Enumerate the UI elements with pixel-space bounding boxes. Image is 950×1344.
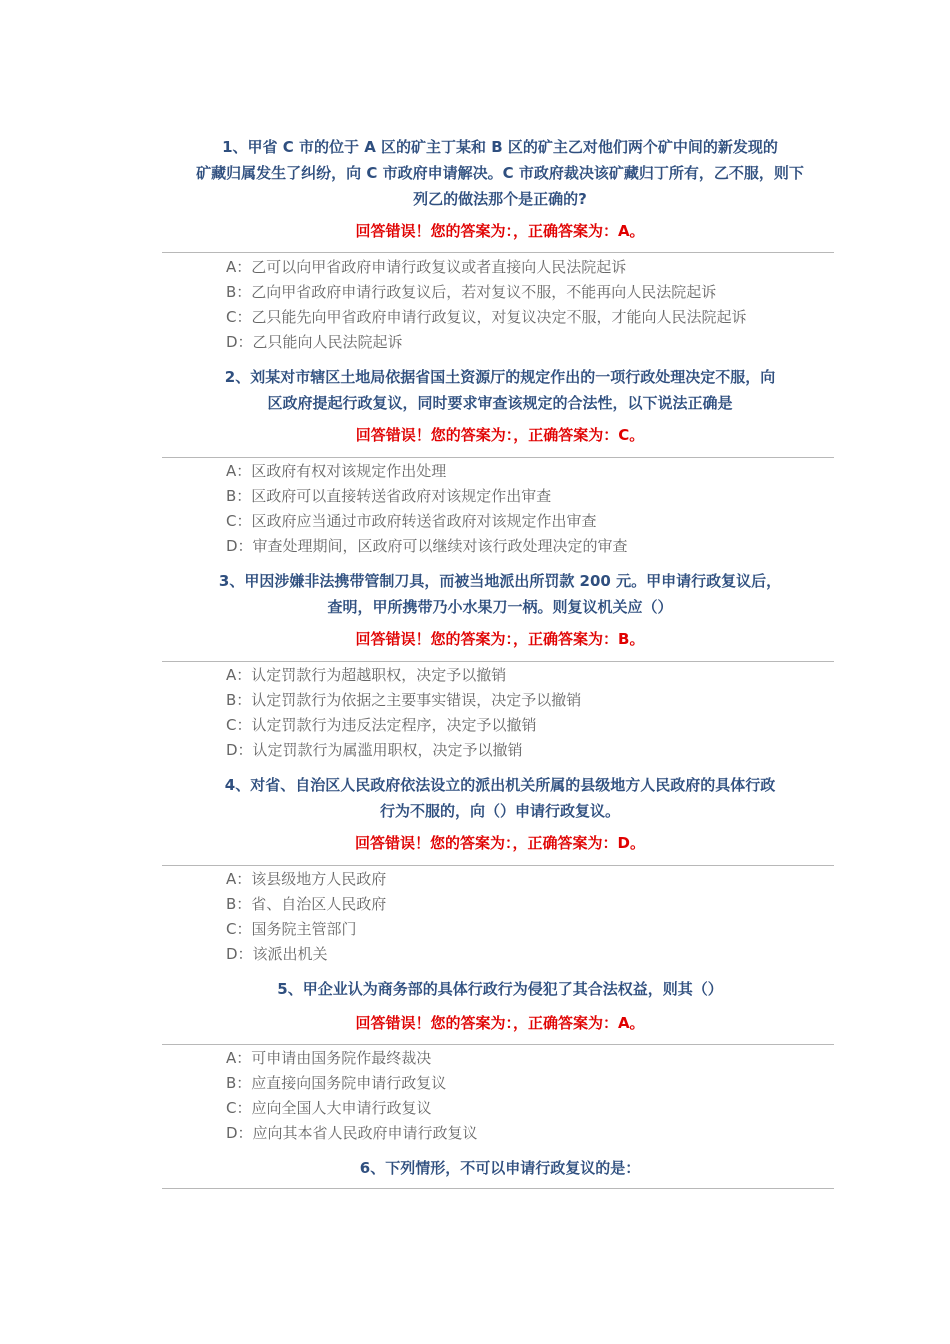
- question-3-result: 回答错误！您的答案为：，正确答案为：B。: [355, 630, 645, 648]
- question-4-option-c[interactable]: C：国务院主管部门: [226, 920, 357, 938]
- question-3-title-line-1: 3、甲因涉嫌非法携带管制刀具，而被当地派出所罚款 200 元。甲申请行政复议后，: [218, 572, 782, 590]
- question-1-result: 回答错误！您的答案为：，正确答案为：A。: [355, 222, 645, 240]
- divider: [162, 457, 834, 458]
- question-5-result: 回答错误！您的答案为：，正确答案为：A。: [355, 1014, 645, 1032]
- question-3-option-b[interactable]: B：认定罚款行为依据之主要事实错误，决定予以撤销: [226, 691, 582, 709]
- question-5-option-a[interactable]: A：可申请由国务院作最终裁决: [226, 1049, 432, 1067]
- question-5-option-c[interactable]: C：应向全国人大申请行政复议: [226, 1099, 432, 1117]
- question-5-option-b[interactable]: B：应直接向国务院申请行政复议: [226, 1074, 447, 1092]
- question-1-option-d[interactable]: D：乙只能向人民法院起诉: [226, 333, 403, 351]
- question-1-title-line-1: 1、甲省 C 市的位于 A 区的矿主丁某和 B 区的矿主乙对他们两个矿中间的新发现的: [222, 138, 778, 156]
- divider: [162, 865, 834, 866]
- divider: [162, 1188, 834, 1189]
- question-2-option-c[interactable]: C：区政府应当通过市政府转送省政府对该规定作出审查: [226, 512, 597, 530]
- question-5-option-d[interactable]: D：应向其本省人民政府申请行政复议: [226, 1124, 478, 1142]
- question-4-result: 回答错误！您的答案为：，正确答案为：D。: [355, 834, 645, 852]
- question-2-option-b[interactable]: B：区政府可以直接转送省政府对该规定作出审查: [226, 487, 552, 505]
- question-4-title-line-2: 行为不服的，向（）申请行政复议。: [379, 802, 620, 820]
- question-2-option-d[interactable]: D：审查处理期间，区政府可以继续对该行政处理决定的审查: [226, 537, 628, 555]
- question-1-option-c[interactable]: C：乙只能先向甲省政府申请行政复议，对复议决定不服，才能向人民法院起诉: [226, 308, 747, 326]
- divider: [162, 661, 834, 662]
- question-3-title-line-2: 查明，甲所携带乃小水果刀一柄。则复议机关应（）: [327, 598, 673, 616]
- question-5-title-line-1: 5、甲企业认为商务部的具体行政行为侵犯了其合法权益，则其（）: [277, 980, 723, 998]
- question-2-result: 回答错误！您的答案为：，正确答案为：C。: [355, 426, 645, 444]
- question-3-option-d[interactable]: D：认定罚款行为属滥用职权，决定予以撤销: [226, 741, 523, 759]
- question-4-option-a[interactable]: A：该县级地方人民政府: [226, 870, 387, 888]
- question-4-option-d[interactable]: D：该派出机关: [226, 945, 328, 963]
- divider: [162, 1044, 834, 1045]
- question-3-option-a[interactable]: A：认定罚款行为超越职权，决定予以撤销: [226, 666, 507, 684]
- question-4-option-b[interactable]: B：省、自治区人民政府: [226, 895, 387, 913]
- question-2-title-line-1: 2、刘某对市辖区土地局依据省国土资源厅的规定作出的一项行政处理决定不服，向: [224, 368, 776, 386]
- question-1-title-line-2: 矿藏归属发生了纠纷，向 C 市政府申请解决。C 市政府裁决该矿藏归丁所有，乙不服，则下: [196, 164, 804, 182]
- question-6-title-line-1: 6、下列情形，不可以申请行政复议的是：: [359, 1159, 641, 1177]
- question-2-option-a[interactable]: A：区政府有权对该规定作出处理: [226, 462, 447, 480]
- question-2-title-line-2: 区政府提起行政复议，同时要求审查该规定的合法性，以下说法正确是: [267, 394, 733, 412]
- question-1-option-b[interactable]: B：乙向甲省政府申请行政复议后，若对复议不服，不能再向人民法院起诉: [226, 283, 717, 301]
- question-4-title-line-1: 4、对省、自治区人民政府依法设立的派出机关所属的县级地方人民政府的具体行政: [224, 776, 776, 794]
- question-3-option-c[interactable]: C：认定罚款行为违反法定程序，决定予以撤销: [226, 716, 537, 734]
- question-1-option-a[interactable]: A：乙可以向甲省政府申请行政复议或者直接向人民法院起诉: [226, 258, 627, 276]
- divider: [162, 252, 834, 253]
- question-1-title-line-3: 列乙的做法那个是正确的?: [413, 190, 587, 208]
